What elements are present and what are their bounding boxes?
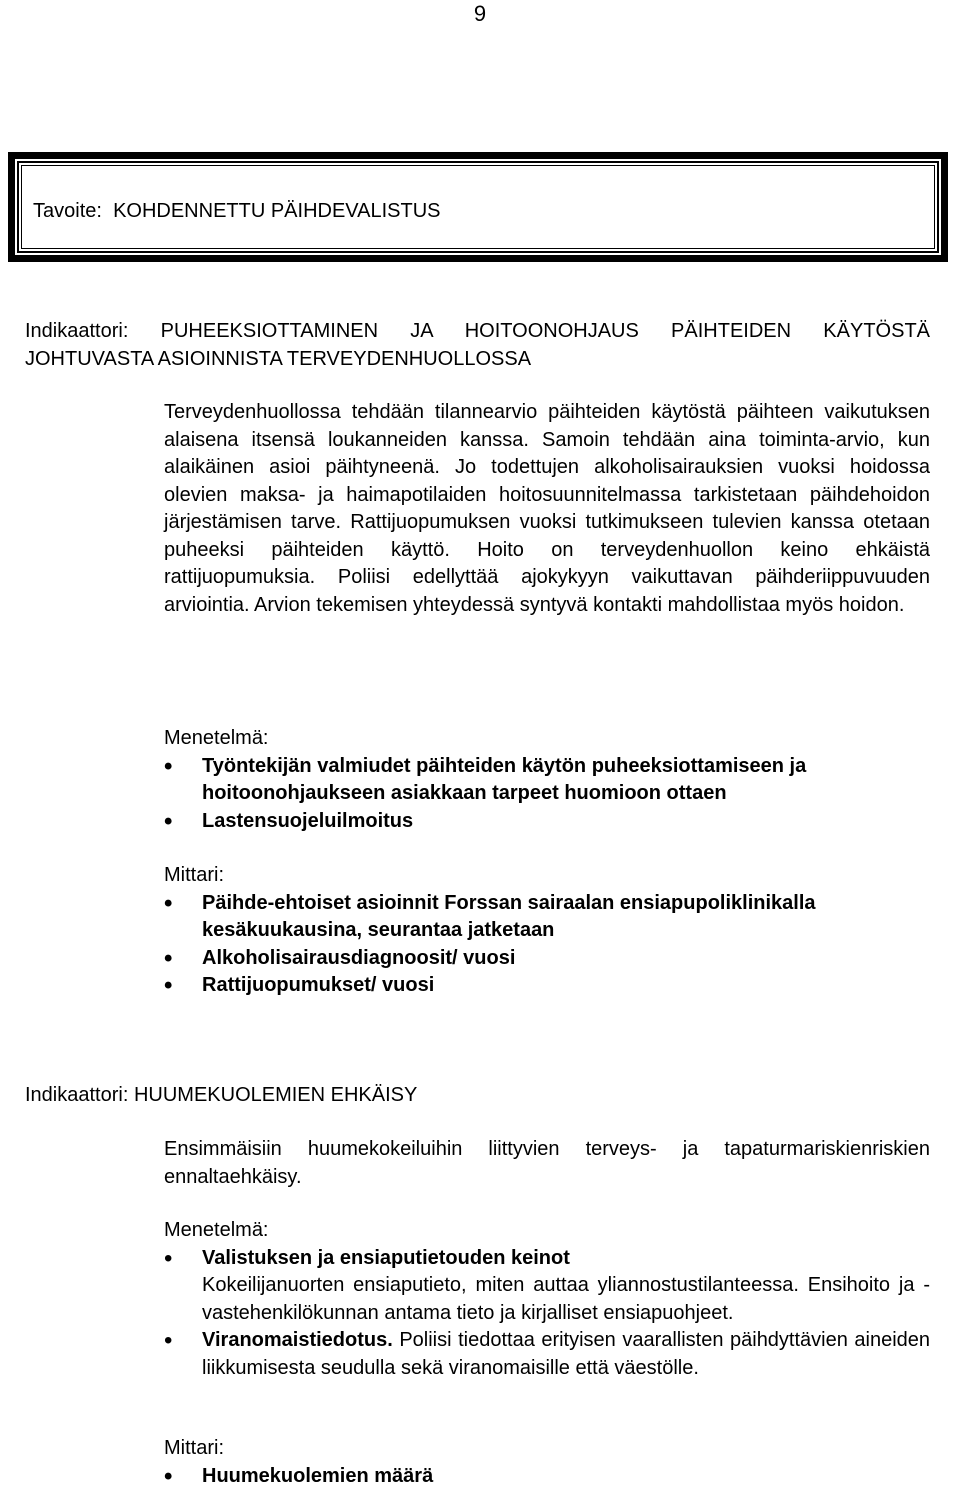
indicator2-meter-list <box>164 1463 930 1490</box>
list-item: • Alkoholisairausdiagnoosit/ vuosi <box>164 945 930 973</box>
indicator1-label: Indikaattori: <box>25 320 128 342</box>
indicator1-description <box>164 399 930 619</box>
indicator1-methods-section <box>164 725 930 835</box>
method-text: Kokeilijanuorten ensiaputieto, miten auttaa yliannostustilanteessa. Ensihoito ja -vastehenkilökunnan antama tieto ja kirjalliset ensiapuohjeet. <box>202 1274 930 1324</box>
list-item: • Lastensuojeluilmoitus <box>164 808 930 836</box>
indicator2-method-list <box>164 1245 930 1383</box>
indicator2-heading <box>25 1082 930 1110</box>
method-text: Poliisi tiedottaa erityisen vaarallisten päihdyttävien aineiden liikkumisesta seudulla sekä viranomaisille että väestölle. <box>202 1329 930 1379</box>
indicator2-description <box>164 1136 930 1191</box>
method-title: Viranomaistiedotus. <box>202 1329 393 1351</box>
goal-title-box <box>8 152 948 262</box>
list-item: • Päihde-ehtoiset asioinnit Forssan sairaalan ensiapupoliklinikalla kesäkuukausina, seurantaa jatketaan <box>164 890 930 945</box>
indicator1-method-label: Menetelmä: <box>164 725 930 753</box>
indicator1-title: PUHEEKSIOTTAMINEN JA HOITOONOHJAUS PÄIHTEIDEN KÄYTÖSTÄ JOHTUVASTA ASIOINNISTA TERVEYDENHUOLLOSSA <box>25 320 930 370</box>
goal-title <box>33 197 441 225</box>
indicator2-meters-section <box>164 1435 930 1490</box>
indicator2-label: Indikaattori: <box>25 1084 128 1106</box>
method-title: • Valistuksen ja ensiaputietouden keinot <box>202 1245 930 1273</box>
list-item: • Huumekuolemien määrä <box>164 1463 930 1490</box>
list-item <box>164 1327 930 1382</box>
goal-name: KOHDENNETTU PÄIHDEVALISTUS <box>113 200 440 222</box>
indicator2-title: HUUMEKUOLEMIEN EHKÄISY <box>134 1084 417 1106</box>
indicator1-meter-label: Mittari: <box>164 862 930 890</box>
goal-label: Tavoite: <box>33 200 102 222</box>
indicator1-meters-section <box>164 862 930 1000</box>
indicator2-description-text: Ensimmäisiin huumekokeiluihin liittyvien terveys- ja tapaturmariskienriskien ennaltaehkäisy. <box>164 1136 930 1191</box>
indicator2-meter-label: Mittari: <box>164 1435 930 1463</box>
list-item: • Työntekijän valmiudet päihteiden käytön puheeksiottamiseen ja hoitoonohjaukseen asiakkaan tarpeet huomioon ottaen <box>164 753 930 808</box>
list-item <box>164 1245 930 1328</box>
indicator2-methods-section <box>164 1217 930 1382</box>
page-number: 9 <box>0 0 960 28</box>
indicator1-method-list <box>164 753 930 836</box>
list-item: • Rattijuopumukset/ vuosi <box>164 972 930 1000</box>
indicator1-meter-list <box>164 890 930 1000</box>
indicator1-description-text: Terveydenhuollossa tehdään tilannearvio päihteiden käytöstä päihteen vaikutuksen alaisena itsensä loukanneiden kanssa. Samoin tehdään aina toiminta-arvio, kun alaikäinen asioi päihtyneenä. Jo todettujen alkoholisairauksien vuoksi hoidossa olevien maksa- ja haimapotilaiden hoitosuunnitelmassa tarkistetaan päihdehoidon järjestämisen tarve. Rattijuopumuksen vuoksi tutkimukseen tulevien kanssa otetaan puheeksi päihteiden käyttö. Hoito on terveydenhuollon keino ehkäistä rattijuopumuksia. Poliisi edellyttää ajokykyyn vaikuttavan päihderiippuvuuden arviointia. Arvion tekemisen yhteydessä syntyvä kontakti mahdollistaa myös hoidon. <box>164 399 930 619</box>
indicator1-heading <box>25 318 930 373</box>
indicator2-method-label: Menetelmä: <box>164 1217 930 1245</box>
